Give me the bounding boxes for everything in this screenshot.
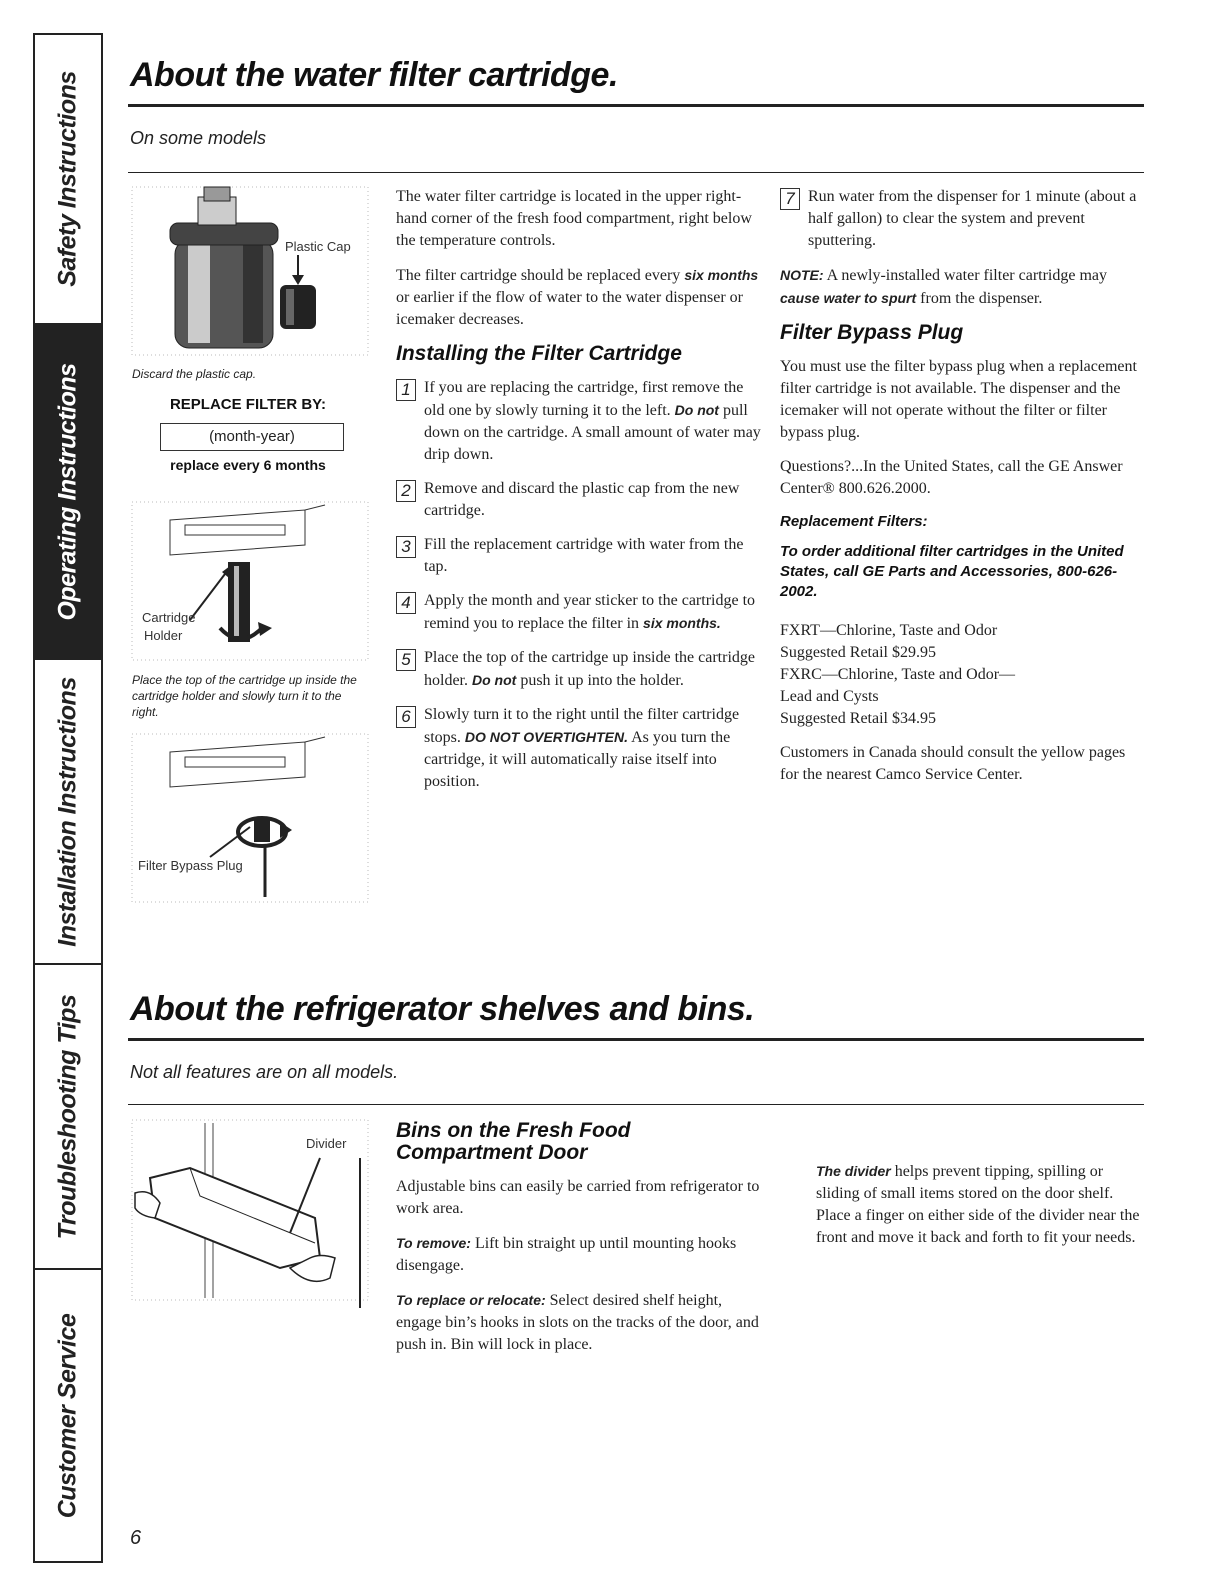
bypass-plug-heading: Filter Bypass Plug — [780, 321, 964, 344]
caption-place-cartridge: Place the top of the cartridge up inside the cartridge holder and slowly turn it to the right. — [132, 673, 357, 719]
divider-paragraph — [816, 1160, 1146, 1249]
product-line: Suggested Retail $29.95 — [780, 644, 936, 661]
step-number: 1 — [396, 379, 416, 401]
text-run: Select desired shelf height, engage bin’s hooks in slots on the tracks of the door, and push in. Bin will lock in place. — [396, 1292, 759, 1353]
product-line: FXRC—Chlorine, Taste and Odor— — [780, 666, 1016, 683]
step-number: 4 — [396, 592, 416, 614]
cartridge-holder-illustration — [130, 500, 370, 665]
tab-label: Troubleshooting Tips — [53, 994, 82, 1239]
text-run: helps prevent tipping, spilling or sliding of small items stored on the door shelf. Place a finger on either side of the divider near the front and move it back and forth to fit your needs. — [816, 1163, 1140, 1246]
step-number: 5 — [396, 649, 416, 671]
step-number: 3 — [396, 536, 416, 558]
section-subtitle: On some models — [130, 128, 267, 148]
side-tab-strip — [33, 33, 103, 1563]
adjustable-bins-paragraph: Adjustable bins can easily be carried from refrigerator to work area. — [396, 1178, 760, 1217]
door-bins-heading: Bins on the Fresh Food Compartment Door — [396, 1119, 631, 1164]
install-step — [396, 704, 761, 793]
install-step — [396, 590, 761, 635]
tab-label: Safety Instructions — [53, 71, 82, 287]
title-rule — [128, 104, 1144, 107]
bypass-column — [780, 186, 1145, 798]
installing-heading: Installing the Filter Cartridge — [396, 342, 682, 365]
bypass-paragraph: You must use the filter bypass plug when a replacement filter cartridge is not available. The dispenser and the icemaker will not operate without the filter or filter bypass plug. — [780, 358, 1137, 441]
divider-label: Divider — [306, 1136, 347, 1151]
text-run: pull down on the cartridge. A small amount of water may drip down. — [424, 402, 761, 463]
sticker-note: replace every 6 months — [170, 457, 326, 473]
emphasis: DO NOT OVERTIGHTEN. — [464, 729, 628, 745]
tab-customer-service[interactable] — [35, 1270, 101, 1561]
canada-paragraph: Customers in Canada should consult the yellow pages for the nearest Camco Service Center. — [780, 744, 1126, 783]
text-run: Slowly turn it to the right until the filter cartridge stops. — [424, 706, 740, 746]
replace-paragraph — [396, 1289, 761, 1356]
product-list — [780, 620, 1145, 730]
text-run: Place the top of the cartridge up inside the cartridge holder. — [424, 649, 755, 689]
tab-safety-instructions[interactable] — [35, 35, 101, 325]
tab-label: Customer Service — [53, 1313, 82, 1518]
door-bins-column — [396, 1120, 761, 1368]
text-run: or earlier if the flow of water to the water dispenser or icemaker decreases. — [396, 289, 743, 328]
step-number: 7 — [780, 188, 800, 210]
note-label: NOTE: — [780, 267, 824, 283]
holder-label: Holder — [144, 628, 183, 643]
text-run: If you are replacing the cartridge, first remove the old one by slowly turning it to the left. — [424, 379, 744, 419]
emphasis: cause water to spurt — [780, 290, 917, 306]
cartridge-label: Cartridge — [142, 610, 196, 625]
install-step — [396, 534, 761, 578]
replacement-interval-paragraph — [396, 264, 761, 331]
title-rule — [128, 1038, 1144, 1041]
remove-paragraph — [396, 1232, 761, 1277]
emphasis: The divider — [816, 1163, 891, 1179]
install-step — [396, 478, 761, 522]
tab-label: Installation Instructions — [53, 676, 82, 947]
section-title-shelves-bins: About the refrigerator shelves and bins. — [130, 990, 755, 1028]
text-run: Apply the month and year sticker to the cartridge to remind you to replace the filter in — [424, 592, 756, 632]
note-paragraph — [780, 264, 1145, 310]
text-run: from the dispenser. — [916, 290, 1043, 307]
replacement-filters-heading: Replacement Filters: — [780, 513, 928, 530]
text-run: push it up into the holder. — [516, 672, 684, 689]
door-bin-illustration — [130, 1118, 370, 1308]
product-line: FXRT—Chlorine, Taste and Odor — [780, 622, 998, 639]
product-line: Lead and Cysts — [780, 688, 879, 705]
emphasis: Do not — [674, 402, 719, 418]
replace-filter-sticker — [148, 396, 348, 490]
text-run: Lift bin straight up until mounting hooks disengage. — [396, 1235, 737, 1274]
section-title-water-filter: About the water filter cartridge. — [130, 56, 618, 94]
filter-location-paragraph: The water filter cartridge is located in the upper right-hand corner of the fresh food compartment, right below the temperature controls. — [396, 188, 752, 249]
step-number: 2 — [396, 480, 416, 502]
tab-label: Operating Instructions — [53, 362, 82, 621]
text-run: Remove and discard the plastic cap from the new cartridge. — [424, 480, 740, 519]
filter-cartridge-illustration — [130, 185, 370, 360]
text-run: As you turn the cartridge, it will automatically raise itself into position. — [424, 729, 731, 790]
subtitle-rule — [128, 1104, 1144, 1105]
product-line: Suggested Retail $34.95 — [780, 710, 936, 727]
step-number: 6 — [396, 706, 416, 728]
installing-column — [396, 186, 761, 805]
tab-operating-instructions[interactable] — [35, 325, 101, 660]
text-run: The filter cartridge should be replaced every — [396, 267, 685, 284]
sticker-date-field: (month-year) — [160, 423, 344, 451]
tab-installation-instructions[interactable] — [35, 660, 101, 965]
subtitle-rule — [128, 172, 1144, 173]
page-number: 6 — [130, 1527, 142, 1549]
tab-troubleshooting-tips[interactable] — [35, 965, 101, 1270]
text-run: A newly-installed water filter cartridge may — [823, 267, 1108, 284]
emphasis: six months. — [643, 615, 721, 631]
emphasis: Do not — [472, 672, 517, 688]
bypass-plug-illustration — [130, 732, 370, 907]
text-run: Run water from the dispenser for 1 minute (about a half gallon) to clear the system and prevent sputtering. — [808, 188, 1137, 249]
emphasis: To remove: — [396, 1235, 471, 1251]
bypass-plug-label: Filter Bypass Plug — [138, 858, 243, 873]
section-subtitle: Not all features are on all models. — [130, 1062, 399, 1082]
order-info: To order additional filter cartridges in the United States, call GE Parts and Accessories, 800-626-2002. — [780, 543, 1124, 600]
text-run: Fill the replacement cartridge with water from the tap. — [424, 536, 744, 575]
emphasis: six months — [684, 267, 759, 283]
caption-discard-cap: Discard the plastic cap. — [132, 367, 257, 381]
questions-paragraph: Questions?...In the United States, call the GE Answer Center® 800.626.2000. — [780, 458, 1123, 497]
sticker-title: REPLACE FILTER BY: — [169, 396, 327, 413]
install-step — [780, 186, 1145, 252]
install-step — [396, 377, 761, 466]
plastic-cap-label: Plastic Cap — [285, 239, 351, 254]
install-step — [396, 647, 761, 692]
emphasis: To replace or relocate: — [396, 1292, 546, 1308]
divider-column — [816, 1160, 1146, 1261]
